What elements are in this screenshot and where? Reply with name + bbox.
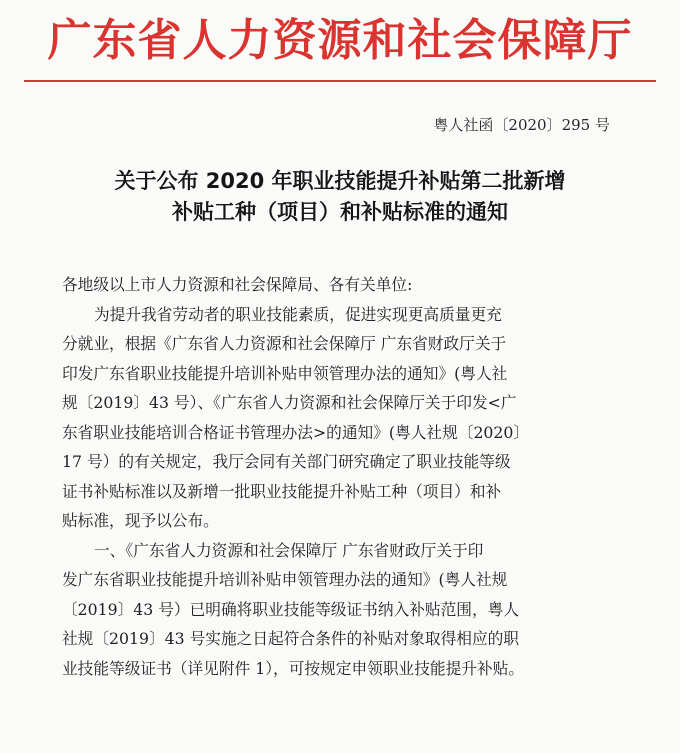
body-line-13: 社规〔2019〕43 号实施之日起符合条件的补贴对象取得相应的职 <box>62 629 520 648</box>
body-line-4: 印发广东省职业技能提升培训补贴申领管理办法的通知》(粤人社 <box>62 363 508 383</box>
body-line-14: 业技能等级证书（详见附件 1），可按规定申领职业技能提升补贴。 <box>62 658 525 678</box>
body-line-10: 一、《广东省人力资源和社会保障厅 广东省财政厅关于印 <box>94 540 484 560</box>
notice-body <box>62 270 622 683</box>
body-line-2: 为提升我省劳动者的职业技能素质，促进实现更高质量更充 <box>94 304 502 324</box>
body-line-8: 证书补贴标准以及新增一批职业技能提升补贴工种（项目）和补 <box>62 481 502 501</box>
salutation-line: 各地级以上市人力资源和社会保障局、各有关单位: <box>62 275 413 294</box>
body-line-5: 规〔2019〕43 号）、《广东省人力资源和社会保障厅关于印发<广 <box>62 393 517 412</box>
body-line-11: 发广东省职业技能提升培训补贴申领管理办法的通知》(粤人社规 <box>62 570 508 589</box>
body-line-3: 分就业，根据《广东省人力资源和社会保障厅 广东省财政厅关于 <box>62 334 507 353</box>
title-line-2: 补贴工种（项目）和补贴标准的通知 <box>172 200 508 224</box>
body-line-9: 贴标准，现予以公布。 <box>62 511 219 530</box>
body-line-7: 17 号）的有关规定，我厅会同有关部门研究确定了职业技能等级 <box>62 452 511 471</box>
red-header-divider <box>24 80 656 82</box>
document-number: 粤人社函〔2020〕295 号 <box>433 116 610 134</box>
notice-title <box>70 166 610 228</box>
body-line-6: 东省职业技能培训合格证书管理办法>的通知》(粤人社规〔2020〕 <box>62 422 530 442</box>
title-line-1: 关于公布 2020 年职业技能提升补贴第二批新增 <box>114 169 566 193</box>
body-line-12: 〔2019〕43 号）已明确将职业技能等级证书纳入补贴范围，粤人 <box>62 599 520 619</box>
agency-header-title: 广东省人力资源和社会保障厅 <box>47 15 633 66</box>
